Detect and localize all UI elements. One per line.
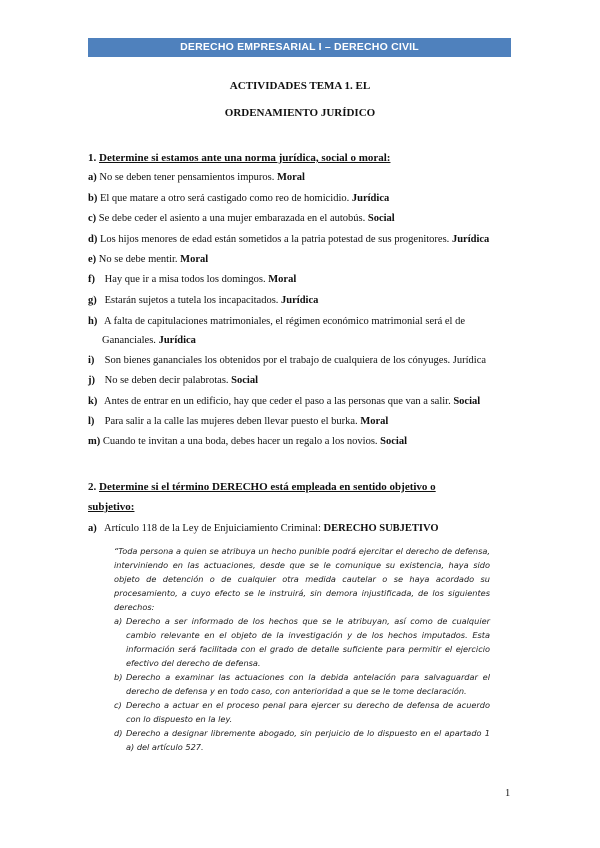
q1-item-d bbox=[88, 234, 489, 245]
q1-item-h bbox=[88, 316, 465, 327]
q1-item-b bbox=[88, 193, 389, 204]
quote-item-label: d) bbox=[114, 728, 123, 738]
item-label: a) bbox=[88, 523, 97, 534]
q1-item-g bbox=[88, 295, 318, 306]
item-text: No se deben decir palabrotas. bbox=[104, 375, 229, 386]
item-label: g) bbox=[88, 295, 97, 306]
item-label: i) bbox=[88, 355, 95, 366]
document-header-banner: DERECHO EMPRESARIAL I – DERECHO CIVIL bbox=[88, 38, 511, 57]
item-text: No se debe mentir. bbox=[98, 254, 178, 265]
item-text: Gananciales. bbox=[102, 335, 156, 346]
item-answer: Social bbox=[231, 375, 259, 386]
item-text: Antes de entrar en un edificio, hay que ceder el paso a las personas que van a salir. bbox=[104, 396, 451, 407]
question-2-text-cont: subjetivo: bbox=[88, 501, 135, 513]
item-answer: Social bbox=[367, 213, 395, 224]
item-label: h) bbox=[88, 316, 98, 327]
quote-item-label: c) bbox=[114, 700, 122, 710]
q1-item-l bbox=[88, 416, 388, 427]
question-2-number: 2. bbox=[88, 481, 97, 493]
quote-list-item bbox=[114, 614, 490, 670]
q1-item-i bbox=[88, 355, 486, 366]
item-label: m) bbox=[88, 436, 101, 447]
item-label: j) bbox=[88, 375, 95, 386]
item-label: e) bbox=[88, 254, 97, 265]
item-label: l) bbox=[88, 416, 95, 427]
item-text: Los hijos menores de edad están sometidos a la patria potestad de sus progenitores. bbox=[99, 234, 450, 245]
page-number: 1 bbox=[505, 788, 511, 799]
quote-item-text: Derecho a actuar en el proceso penal para ejercer su derecho de defensa de acuerdo con lo dispuesto en la ley. bbox=[126, 700, 490, 724]
question-2-heading bbox=[88, 481, 436, 493]
question-1-heading bbox=[88, 152, 390, 164]
quote-list-item bbox=[114, 698, 490, 726]
item-text: Artículo 118 de la Ley de Enjuiciamiento Criminal: bbox=[104, 523, 321, 534]
item-text: El que matare a otro será castigado como reo de homicidio. bbox=[99, 193, 350, 204]
quote-item-label: b) bbox=[114, 672, 123, 682]
q1-item-f bbox=[88, 274, 296, 285]
item-answer: DERECHO SUBJETIVO bbox=[323, 523, 439, 534]
quote-item-label: a) bbox=[114, 616, 123, 626]
item-answer: Jurídica bbox=[452, 355, 487, 366]
legal-quote-intro: “Toda persona a quien se atribuya un hecho punible podrá ejercitar el derecho de defensa, interviniendo en las actuaciones, desde que se le comunique su existencia, haya sido objeto de detención o de cualquier otra medida cautelar o se haya acordado su procesamiento, a cuyo efecto se le instruirá, sin demora injustificada, de los siguientes derechos: bbox=[114, 546, 490, 612]
page-title-line2: ORDENAMIENTO JURÍDICO bbox=[224, 107, 376, 119]
legal-quote-list bbox=[114, 614, 490, 754]
q2-item-a bbox=[88, 523, 439, 534]
q1-item-e bbox=[88, 254, 208, 265]
item-answer: Moral bbox=[276, 172, 305, 183]
question-1-number: 1. bbox=[88, 152, 97, 164]
item-answer: Social bbox=[380, 436, 408, 447]
question-2-heading-cont bbox=[88, 501, 134, 513]
item-answer: Moral bbox=[268, 274, 297, 285]
quote-list-item bbox=[114, 670, 490, 698]
item-text: Hay que ir a misa todos los domingos. bbox=[104, 274, 266, 285]
item-answer: Jurídica bbox=[351, 193, 390, 204]
item-label: b) bbox=[88, 193, 98, 204]
q1-item-a bbox=[88, 172, 305, 183]
item-answer: Moral bbox=[360, 416, 389, 427]
quote-item-text: Derecho a designar libremente abogado, sin perjuicio de lo dispuesto en el apartado 1 a) del artículo 527. bbox=[126, 728, 490, 752]
page-title-line1: ACTIVIDADES TEMA 1. EL bbox=[229, 80, 371, 92]
q1-item-j bbox=[88, 375, 258, 386]
item-text: Se debe ceder el asiento a una mujer embarazada en el autobús. bbox=[98, 213, 366, 224]
item-answer: Jurídica bbox=[281, 295, 319, 306]
item-label: d) bbox=[88, 234, 98, 245]
quote-item-text: Derecho a ser informado de los hechos que se le atribuyan, así como de cualquier cambio relevante en el objeto de la investigación y de los hechos imputados. Esta información será facilitada con el grado de detalle suficiente para permitir el ejercicio efectivo del derecho de defensa. bbox=[126, 616, 490, 668]
item-label: c) bbox=[88, 213, 97, 224]
q1-item-m bbox=[88, 436, 407, 447]
quote-item-text: Derecho a examinar las actuaciones con la debida antelación para salvaguardar el derecho de defensa y en todo caso, con anterioridad a que se le tome declaración. bbox=[126, 672, 490, 696]
item-text: Cuando te invitan a una boda, debes hacer un regalo a los novios. bbox=[102, 436, 378, 447]
item-text: Para salir a la calle las mujeres deben llevar puesto el burka. bbox=[104, 416, 358, 427]
item-label: a) bbox=[88, 172, 97, 183]
quote-list-item bbox=[114, 726, 490, 754]
item-answer: Jurídica bbox=[158, 335, 196, 346]
question-2-text: Determine si el término DERECHO está empleada en sentido objetivo o bbox=[99, 481, 436, 493]
item-text: No se deben tener pensamientos impuros. bbox=[99, 172, 275, 183]
item-answer: Jurídica bbox=[451, 234, 490, 245]
item-label: k) bbox=[88, 396, 98, 407]
item-text: Son bienes gananciales los obtenidos por el trabajo de cualquiera de los cónyuges. bbox=[104, 355, 451, 366]
q1-item-c bbox=[88, 213, 395, 224]
q1-item-h-continuation bbox=[102, 335, 196, 346]
item-text: A falta de capitulaciones matrimoniales, el régimen económico matrimonial será el de bbox=[104, 316, 465, 327]
item-answer: Social bbox=[453, 396, 481, 407]
question-1-text: Determine si estamos ante una norma jurídica, social o moral: bbox=[99, 152, 391, 164]
item-text: Estarán sujetos a tutela los incapacitados. bbox=[104, 295, 279, 306]
item-label: f) bbox=[88, 274, 95, 285]
q1-item-k bbox=[88, 396, 480, 407]
item-answer: Moral bbox=[180, 254, 209, 265]
